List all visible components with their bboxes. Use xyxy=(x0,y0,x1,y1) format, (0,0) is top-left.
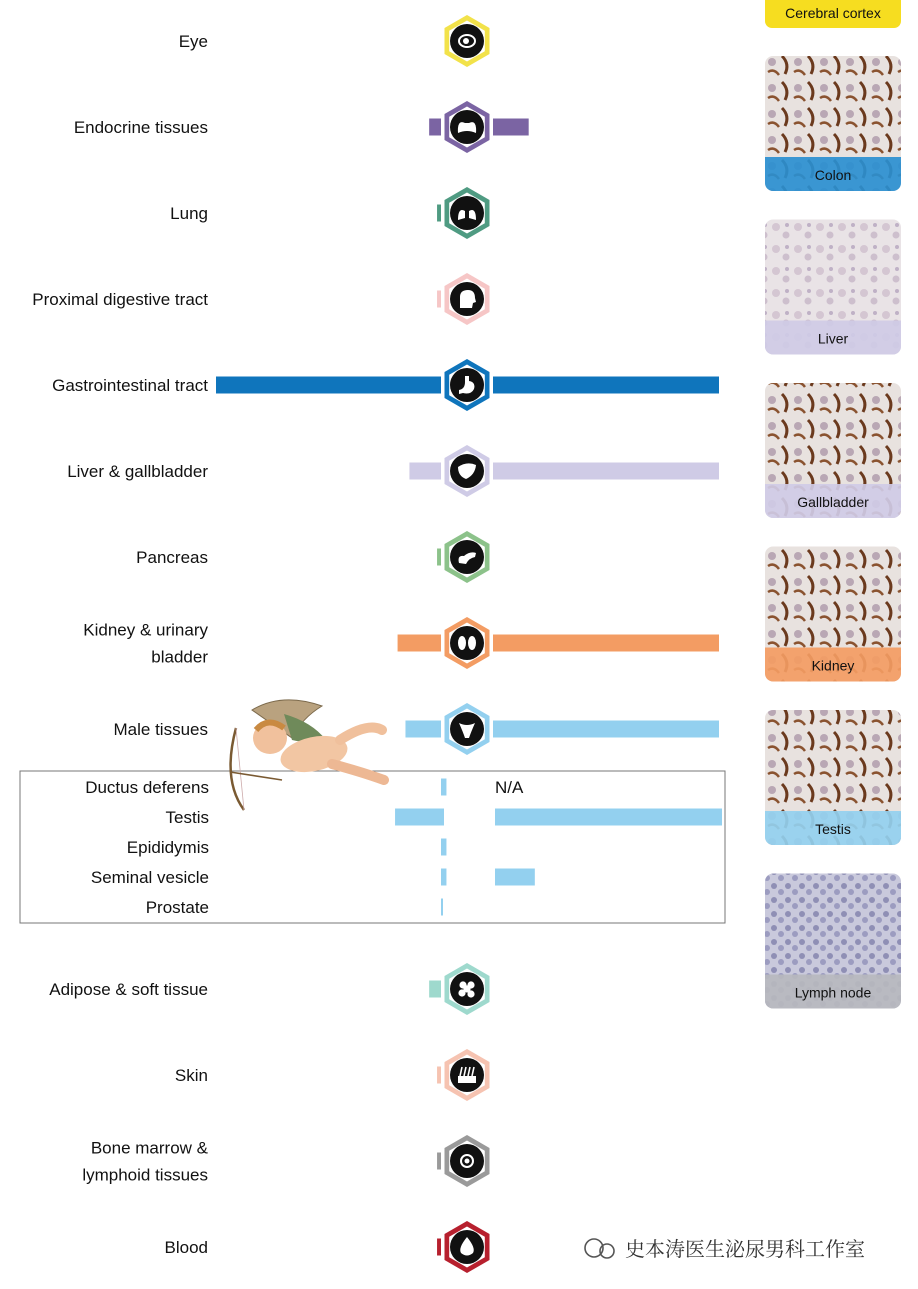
category-label-adipose-and-soft-tissue: Adipose & soft tissue xyxy=(49,980,208,999)
category-label-bone-marrow-and-lymphoid-tissues-line1: Bone marrow & xyxy=(90,1138,208,1158)
subbar-left-ductus-deferens xyxy=(441,779,446,796)
bar-right-kidney-and-urinary-bladder xyxy=(493,635,719,652)
subbar-left-seminal-vesicle xyxy=(441,869,446,886)
bar-left-skin xyxy=(437,1067,441,1084)
subbar-right-testis xyxy=(495,809,722,826)
kidneys-icon xyxy=(445,617,490,669)
tissue-card-label-lymph-node: Lymph node xyxy=(794,984,872,1001)
category-label-kidney-and-urinary-bladder-line1: Kidney & urinary xyxy=(83,620,208,640)
category-label-male-tissues: Male tissues xyxy=(113,720,208,739)
category-label-lung: Lung xyxy=(170,204,208,223)
thyroid-icon xyxy=(445,101,490,153)
bar-left-gastrointestinal-tract xyxy=(216,377,441,394)
pancreas-icon xyxy=(445,531,490,583)
tissue-card-gallbladder xyxy=(765,383,901,518)
category-label-eye: Eye xyxy=(178,32,208,51)
tissue-card-cerebral-cortex xyxy=(765,0,901,28)
bar-left-liver-and-gallbladder xyxy=(409,463,441,480)
bar-left-blood xyxy=(437,1239,441,1256)
tissue-card-testis xyxy=(765,710,901,845)
subbar-left-prostate xyxy=(441,899,443,916)
category-label-blood: Blood xyxy=(164,1238,208,1257)
bar-right-liver-and-gallbladder xyxy=(493,463,719,480)
tissue-card-label-kidney: Kidney xyxy=(811,657,855,674)
category-label-proximal-digestive-tract: Proximal digestive tract xyxy=(32,290,208,309)
tissue-card-liver xyxy=(765,220,901,355)
category-label-skin: Skin xyxy=(174,1066,208,1085)
category-label-liver-and-gallbladder: Liver & gallbladder xyxy=(67,462,208,481)
tissue-card-lymph-node xyxy=(765,874,901,1009)
tissue-card-label-cerebral-cortex: Cerebral cortex xyxy=(785,5,881,21)
stomach-icon xyxy=(445,359,490,411)
liver-icon xyxy=(445,445,490,497)
uterus-icon xyxy=(445,703,490,755)
subbar-right-seminal-vesicle xyxy=(495,869,535,886)
bar-left-male-tissues xyxy=(405,721,441,738)
category-label-gastrointestinal-tract: Gastrointestinal tract xyxy=(52,376,208,395)
head-throat-icon xyxy=(445,273,490,325)
subtissue-label-ductus-deferens: Ductus deferens xyxy=(85,778,209,797)
lungs-icon xyxy=(445,187,490,239)
bar-right-gastrointestinal-tract xyxy=(493,377,719,394)
tissue-card-label-testis: Testis xyxy=(815,821,851,837)
tissue-card-kidney xyxy=(765,547,901,682)
category-label-bone-marrow-and-lymphoid-tissues-line2: lymphoid tissues xyxy=(82,1165,208,1185)
category-label-endocrine-tissues: Endocrine tissues xyxy=(73,118,208,137)
category-label-kidney-and-urinary-bladder-line2: bladder xyxy=(151,647,208,667)
bar-left-adipose-and-soft-tissue xyxy=(429,981,441,998)
bone-marrow-icon xyxy=(445,1135,490,1187)
tissue-card-label-gallbladder: Gallbladder xyxy=(797,494,869,510)
bar-left-endocrine-tissues xyxy=(429,119,441,136)
subtissue-annotation-ductus-deferens: N/A xyxy=(495,778,524,797)
bar-right-male-tissues xyxy=(493,721,719,738)
subbar-left-testis xyxy=(395,809,444,826)
bar-right-endocrine-tissues xyxy=(493,119,529,136)
bar-left-pancreas xyxy=(437,549,441,566)
bar-left-kidney-and-urinary-bladder xyxy=(398,635,441,652)
watermark xyxy=(585,1237,865,1261)
blood-drop-icon xyxy=(445,1221,490,1273)
fat-cells-icon xyxy=(445,963,490,1015)
subtissue-label-epididymis: Epididymis xyxy=(126,838,209,857)
eye-icon xyxy=(445,15,490,67)
subtissue-label-prostate: Prostate xyxy=(145,898,209,917)
tissue-card-colon xyxy=(765,56,901,191)
subbar-left-epididymis xyxy=(441,839,446,856)
bar-left-bone-marrow-and-lymphoid-tissues xyxy=(437,1153,441,1170)
subtissue-label-seminal-vesicle: Seminal vesicle xyxy=(90,868,209,887)
skin-hair-icon xyxy=(445,1049,490,1101)
watermark-text: 史本涛医生泌尿男科工作室 xyxy=(625,1237,865,1261)
category-label-pancreas: Pancreas xyxy=(136,548,208,567)
tissue-card-label-colon: Colon xyxy=(814,167,852,183)
bar-left-lung xyxy=(437,205,441,222)
bar-left-proximal-digestive-tract xyxy=(437,291,441,308)
subtissue-label-testis: Testis xyxy=(165,808,209,827)
tissue-card-label-liver: Liver xyxy=(817,330,849,347)
